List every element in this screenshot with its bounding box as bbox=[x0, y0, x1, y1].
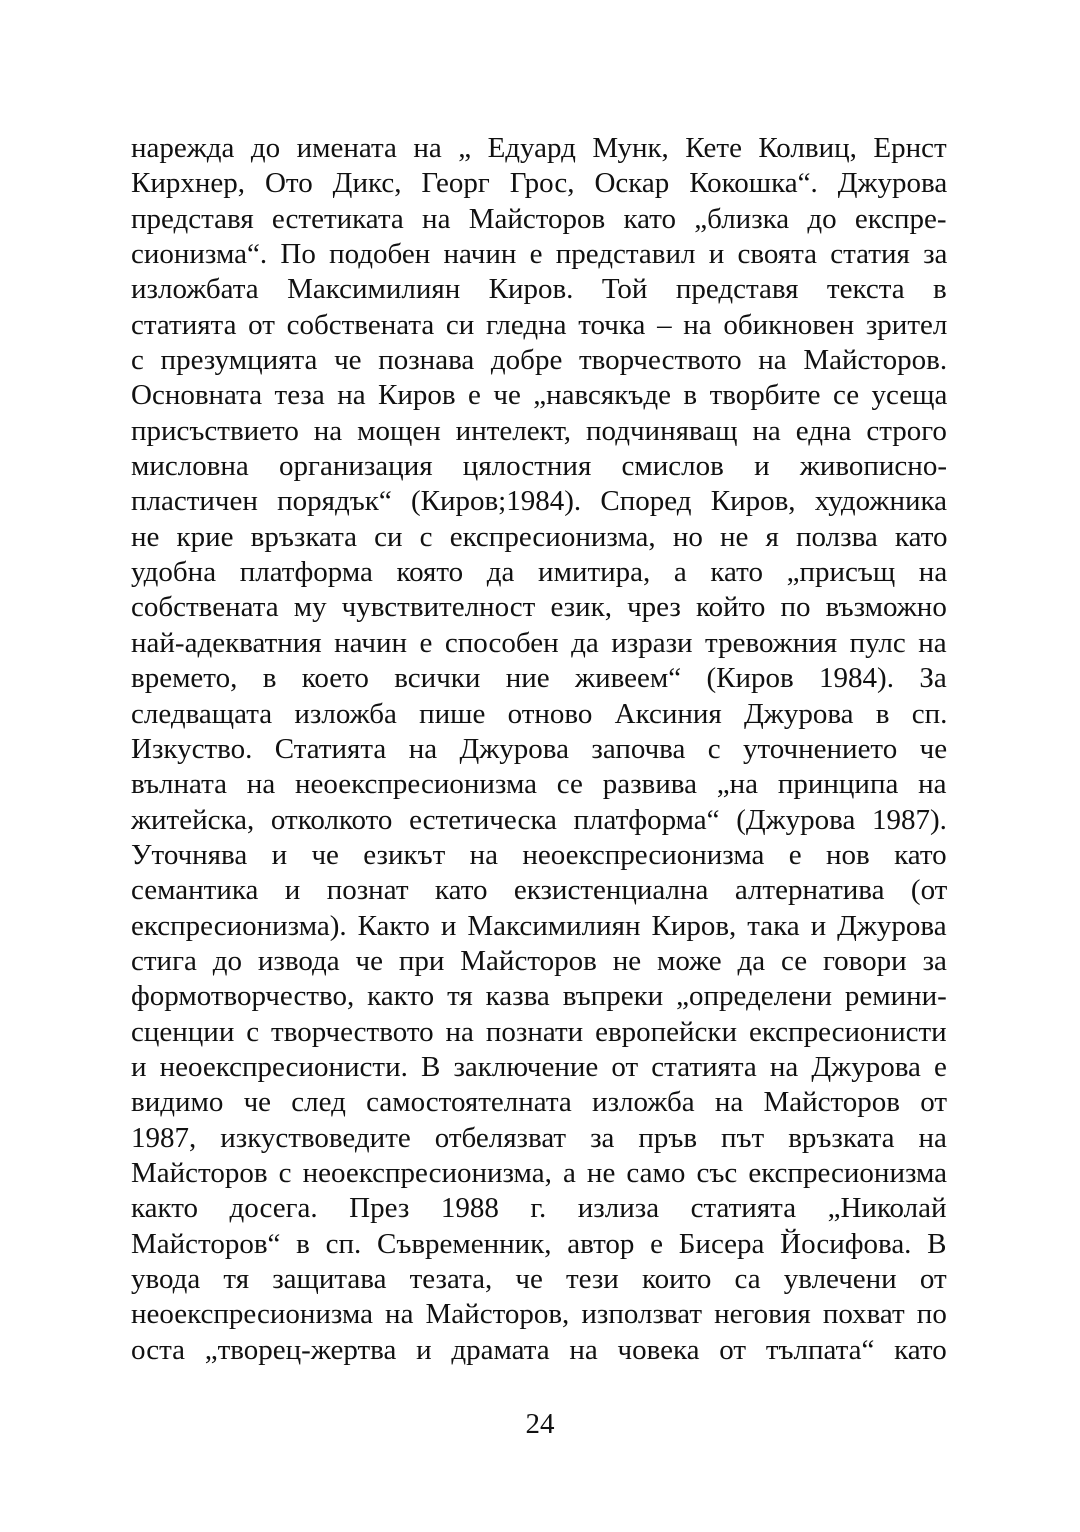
page-number: 24 bbox=[525, 1408, 555, 1440]
text-line: формотворчество, както тя казва въпреки „определени ремини- bbox=[131, 980, 947, 1013]
text-line: изложбата Максимилиян Киров. Той представя текста в bbox=[131, 273, 947, 306]
text-line: удобна платформа която да имитира, а като „присъщ на bbox=[131, 556, 947, 589]
text-line: вълната на неоекспресионизма се развива „на принципа на bbox=[131, 768, 947, 801]
text-line: житейска, отколкото естетическа платформа“ (Джурова 1987). bbox=[131, 803, 947, 836]
text-line: Основната теза на Киров е че „навсякъде в творбите се усеща bbox=[131, 379, 947, 412]
text-line: времето, в което всички ние живеем“ (Киров 1984). За bbox=[131, 662, 947, 695]
text-line: неоекспресионизма на Майсторов, използват неговия похват по bbox=[131, 1298, 947, 1331]
text-line: както досега. През 1988 г. излиза статията „Николай bbox=[131, 1192, 947, 1225]
text-line: увода тя защитава тезата, че тези които са увлечени от bbox=[131, 1263, 947, 1295]
text-line: видимо че след самостоятелната изложба на Майсторов от bbox=[131, 1086, 947, 1119]
text-line: стига до извода че при Майсторов не може да се говори за bbox=[131, 944, 947, 977]
text-line: нарежда до имената на „ Едуард Мунк, Кете Колвиц, Ернст bbox=[131, 132, 947, 164]
text-line: Майсторов с неоекспресионизма, а не само със експресионизма bbox=[131, 1156, 947, 1189]
text-line: представя естетиката на Майсторов като „близка до експре- bbox=[131, 202, 947, 235]
text-line: статията от собствената си гледна точка – на обикновен зрител bbox=[131, 308, 947, 341]
text-line: оста „творец-жертва и драмата на човека от тълпата“ като bbox=[131, 1333, 947, 1366]
text-line: 1987, изкуствоведите отбелязват за пръв път връзката на bbox=[131, 1121, 947, 1154]
text-line: Майсторов“ в сп. Съвременник, автор е Бисера Йосифова. В bbox=[131, 1227, 947, 1260]
text-line: най-адекватния начин е способен да изрази тревожния пулс на bbox=[131, 626, 947, 659]
text-line: следващата изложба пише отново Аксиния Джурова в сп. bbox=[131, 697, 947, 730]
text-line: сионизма“. По подобен начин е представил и своята статия за bbox=[131, 238, 947, 271]
text-line: Кирхнер, Ото Дикс, Георг Грос, Оскар Кокошка“. Джурова bbox=[131, 167, 947, 200]
text-line: мисловна организация цялостния смислов и живописно- bbox=[131, 450, 947, 483]
text-line: Уточнява и че езикът на неоекспресионизма е нов като bbox=[131, 838, 947, 871]
text-line: с презумцията че познава добре творчеството на Майсторов. bbox=[131, 344, 947, 377]
text-line: собствената му чувствителност език, чрез който по възможно bbox=[131, 591, 947, 624]
text-line: не крие връзката си с експресионизма, но не я ползва като bbox=[131, 520, 947, 553]
body-text bbox=[131, 131, 947, 1368]
text-line: и неоекспресионисти. В заключение от статията на Джурова е bbox=[131, 1050, 947, 1083]
text-line: експресионизма). Както и Максимилиян Киров, така и Джурова bbox=[131, 909, 947, 942]
text-line: пластичен порядък“ (Киров;1984). Според Киров, художника bbox=[131, 485, 947, 518]
text-line: Изкуство. Статията на Джурова започва с уточнението че bbox=[131, 732, 947, 765]
text-line: присъствието на мощен интелект, подчиняващ на една строго bbox=[131, 414, 947, 447]
text-line: сценции с творчеството на познати европейски експресионисти bbox=[131, 1015, 947, 1048]
text-line: семантика и познат като екзистенциална алтернатива (от bbox=[131, 874, 947, 907]
